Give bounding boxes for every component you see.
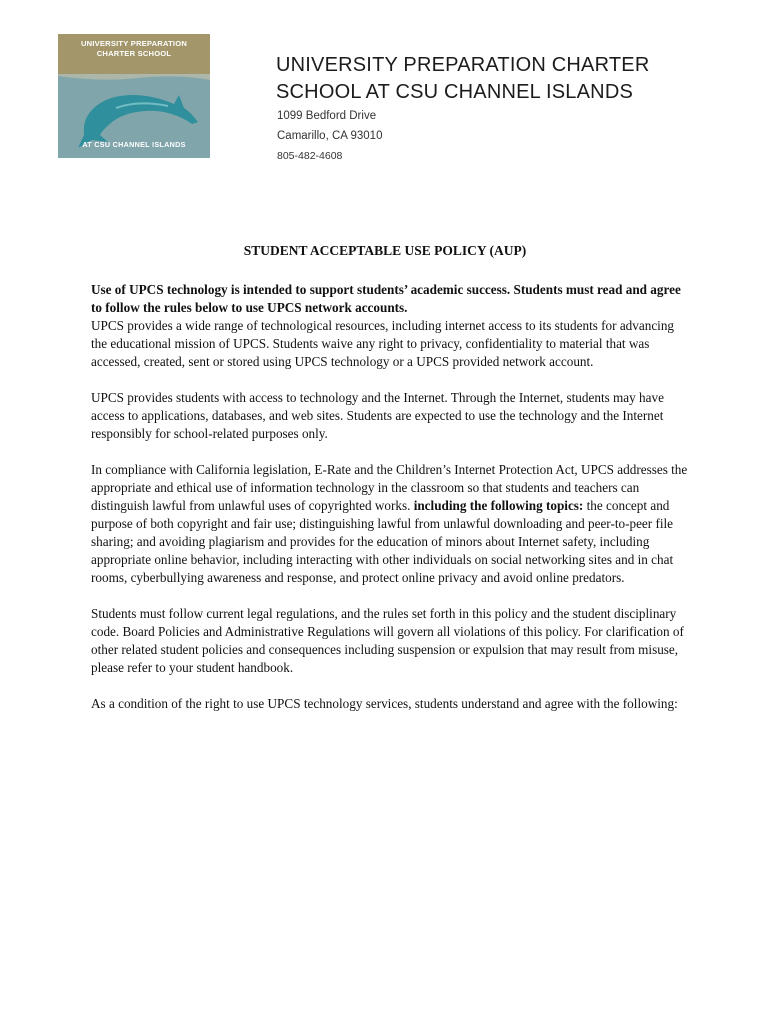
compliance-text-start: In compliance with California legislation, E-Rate and the Children’s Internet Protection Act, UPCS addresses the appropriate and ethical use of information technology in the classroom so that students and teachers can distinguish lawful from unlawful uses of copyrighted works.	[91, 462, 688, 513]
logo-line-2: CHARTER SCHOOL	[96, 49, 172, 58]
intro-bold-text: Use of UPCS technology is intended to support students’ academic success. Students must read and agree to follow the rules below to use UPCS network accounts.	[91, 282, 681, 315]
school-logo	[58, 34, 210, 158]
document-body	[91, 281, 691, 731]
school-name-line-1: UNIVERSITY PREPARATION CHARTER	[276, 54, 650, 76]
paragraph-condition: As a condition of the right to use UPCS technology services, students understand and agree with the following:	[91, 696, 678, 711]
compliance-text-end: the concept and purpose of both copyright and fair use; distinguishing lawful from unlawful downloading and peer-to-peer file sharing; and avoiding plagiarism and provides for the education of minors about Internet safety, including appropriate online behavior, including interacting with other individuals on social networking sites and in chat rooms, cyberbullying awareness and response, and protect online privacy and avoid online predators.	[91, 498, 674, 585]
paragraph-compliance	[91, 461, 691, 587]
paragraph-regulations: Students must follow current legal regulations, and the rules set forth in this policy and the student disciplinary code. Board Policies and Administrative Regulations will govern all violations of this policy. For clarification of other related student policies and consequences including suspension or expulsion that may result from misuse, please refer to your student handbook.	[91, 606, 684, 675]
logo-line-1: UNIVERSITY PREPARATION	[80, 39, 188, 48]
school-name	[276, 52, 746, 106]
contact-block	[277, 106, 382, 166]
logo-text-bottom: AT CSU CHANNEL ISLANDS	[82, 140, 186, 149]
address-line: 1099 Bedford Drive	[277, 110, 377, 122]
city-line: Camarillo, CA 93010	[277, 130, 383, 142]
paragraph-access: UPCS provides students with access to technology and the Internet. Through the Internet, students may have access to applications, databases, and web sites. Students are expected to use the technology and the Internet responsibly for school-related purposes only.	[91, 390, 664, 441]
intro-paragraph	[91, 281, 691, 371]
compliance-bold-topics: including the following topics:	[413, 498, 584, 513]
document-title: STUDENT ACCEPTABLE USE POLICY (AUP)	[243, 243, 527, 258]
intro-text: UPCS provides a wide range of technological resources, including internet access to its students for advancing the educational mission of UPCS. Students waive any right to privacy, confidentiality to material that was accessed, created, sent or stored using UPCS technology or a UPCS provided network account.	[91, 318, 675, 369]
school-name-line-2: SCHOOL AT CSU CHANNEL ISLANDS	[276, 81, 634, 103]
phone-line: 805-482-4608	[277, 150, 343, 162]
